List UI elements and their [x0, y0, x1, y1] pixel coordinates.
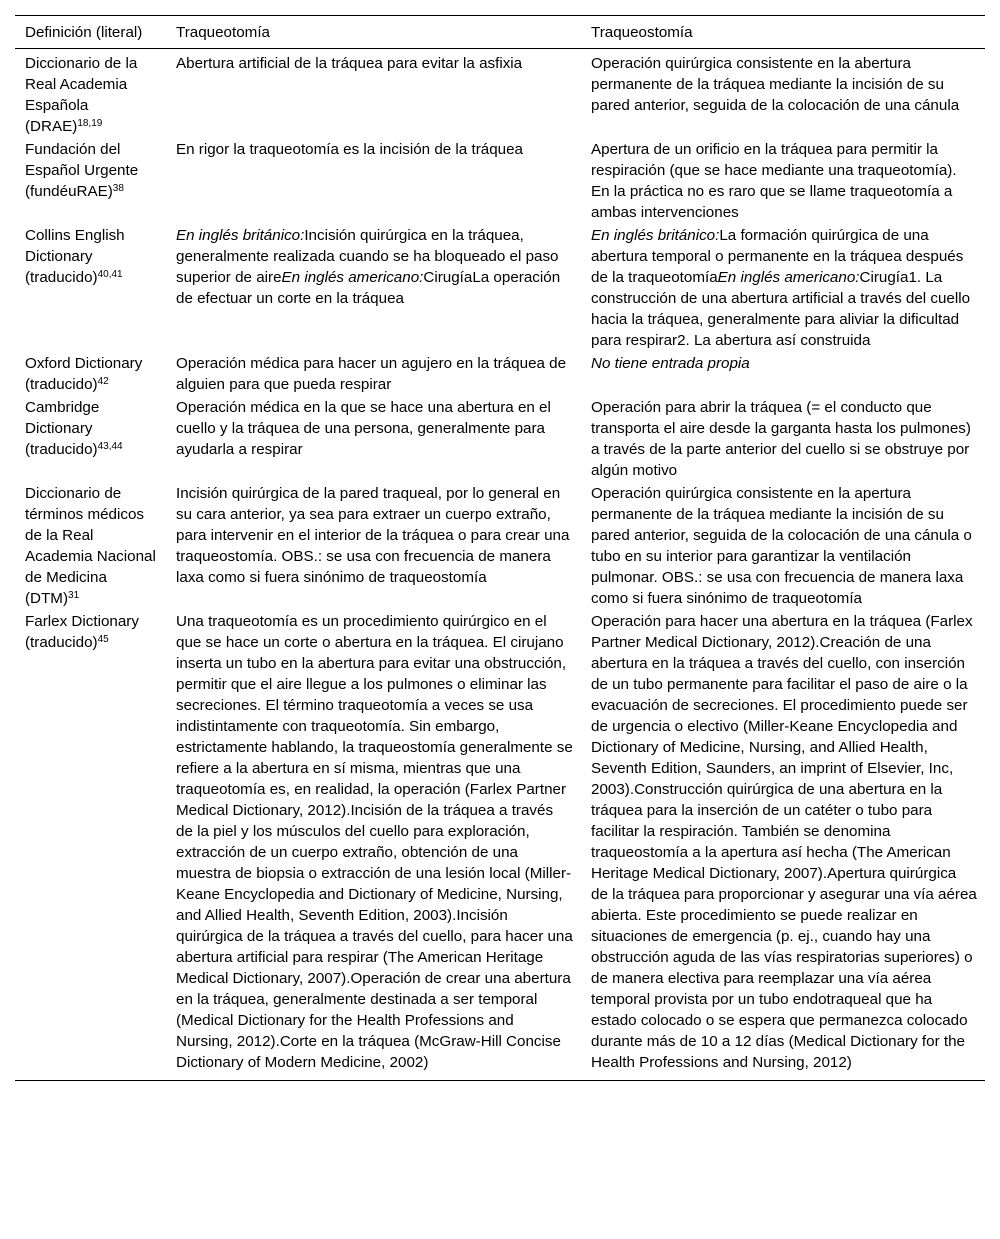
traqueostomia-definition-cell	[581, 49, 985, 139]
definition-text: Abertura artificial de la tráquea para evitar la asfixia	[176, 55, 523, 72]
traqueostomia-definition-cell	[581, 138, 985, 224]
reference-number: 43,44	[97, 441, 123, 452]
source-name: Collins English Dictionary (traducido)	[25, 227, 125, 286]
definition-text: Operación médica para hacer un agujero en la tráquea de alguien para que pueda respirar	[176, 355, 567, 393]
definition-label: En inglés americano:	[717, 269, 860, 286]
traqueotomia-definition-cell	[166, 396, 581, 482]
traqueostomia-definition-cell	[581, 610, 985, 1081]
definition-text: Operación para hacer una abertura en la tráquea (Farlex Partner Medical Dictionary, 2012).Creación de una abertura en la tráquea a través del cuello, con inserción de un tubo permanente para facilitar el paso de aire o la evacuación de secreciones. El procedimiento puede ser de urgencia o electivo (Miller-Keane Encyclopedia and Dictionary of Medicine, Nursing, and Allied Health, Seventh Edition, Saunders, an imprint of Elsevier, Inc, 2003).Construcción quirúrgica de una abertura en la tráquea para la inserción de un catéter o tubo para facilitar la respiración. También se denomina traqueostomía a la apertura así hecha (The American Heritage Medical Dictionary, 2007).Apertura quirúrgica de la tráquea para proporcionar y asegurar una vía aérea abierta. Este procedimiento se puede realizar en situaciones de emergencia (p. ej., cuando hay una obstrucción aguda de las vías respiratorias superiores) o de manera electiva para reemplazar una vía aérea temporal provista por un tubo endotraqueal que ha estado colocado o se espera que permanezca colocado durante más de 10 a 12 días (Medical Dictionary for the Health Professions and Nursing, 2012)	[591, 613, 977, 1071]
definition-label: En inglés británico:	[591, 227, 720, 244]
table-body	[15, 49, 985, 1081]
source-name: Diccionario de la Real Academia Española (DRAE)	[25, 55, 138, 135]
table-row	[15, 352, 985, 396]
reference-number: 42	[97, 376, 109, 387]
source-name: Cambridge Dictionary (traducido)	[25, 399, 100, 458]
source-cell	[15, 482, 166, 610]
traqueostomia-definition-cell	[581, 352, 985, 396]
source-cell	[15, 49, 166, 139]
definition-text: CirugíaLa operación de efectuar un corte en la tráquea	[176, 269, 561, 307]
table-row	[15, 224, 985, 352]
source-cell	[15, 610, 166, 1081]
definition-text: Incisión quirúrgica en la tráquea, generalmente realizada cuando se ha bloqueado el paso superior de aire	[176, 227, 559, 286]
traqueotomia-definition-cell	[166, 610, 581, 1081]
definition-text: Operación para abrir la tráquea (= el conducto que transporta el aire desde la garganta hasta los pulmones) a través de la parte anterior del cuello si se obstruye por algún motivo	[591, 399, 971, 479]
source-cell	[15, 224, 166, 352]
reference-number: 45	[97, 634, 109, 645]
definition-text: En rigor la traqueotomía es la incisión de la tráquea	[176, 141, 523, 158]
source-name: Oxford Dictionary (traducido)	[25, 355, 143, 393]
definition-text: Operación médica en la que se hace una abertura en el cuello y la tráquea de una persona, generalmente para ayudarla a respirar	[176, 399, 551, 458]
traqueotomia-definition-cell	[166, 224, 581, 352]
definition-text: Operación quirúrgica consistente en la abertura permanente de la tráquea mediante la incisión de su pared anterior, seguida de la colocación de una cánula	[591, 55, 960, 114]
source-name: Diccionario de términos médicos de la Real Academia Nacional de Medicina (DTM)	[25, 485, 156, 607]
reference-number: 38	[112, 183, 124, 194]
definition-text: Cirugía1. La construcción de una abertura artificial a través del cuello hacia la tráquea, generalmente para aliviar la dificultad para respirar2. La abertura así construida	[591, 269, 971, 349]
definition-label: En inglés británico:	[176, 227, 305, 244]
definition-text: La formación quirúrgica de una abertura temporal o permanente en la tráquea después de la traqueotomía	[591, 227, 964, 286]
reference-number: 18,19	[77, 118, 103, 129]
definition-label: En inglés americano:	[281, 269, 424, 286]
traqueostomia-definition-cell	[581, 396, 985, 482]
traqueotomia-definition-cell	[166, 352, 581, 396]
source-name: Farlex Dictionary (traducido)	[25, 613, 139, 651]
reference-number: 40,41	[97, 269, 123, 280]
source-cell	[15, 138, 166, 224]
definitions-table	[15, 15, 985, 1081]
header-row	[15, 16, 985, 49]
header-traqueotomia: Traqueotomía	[176, 24, 270, 41]
definition-text: Incisión quirúrgica de la pared traqueal, por lo general en su cara anterior, ya sea para extraer un cuerpo extraño, para intervenir en el interior de la tráquea o para crear una traqueostomía. OBS.: se usa con frecuencia de manera laxa como si fuera sinónimo de traqueostomía	[176, 485, 570, 586]
source-name: Fundación del Español Urgente (fundéuRAE)	[25, 141, 139, 200]
header-definition: Definición (literal)	[25, 24, 143, 41]
definition-label: No tiene entrada propia	[591, 355, 750, 372]
definition-text: Una traqueotomía es un procedimiento quirúrgico en el que se hace un corte o abertura en la tráquea. El cirujano inserta un tubo en la abertura para evitar una obstrucción, permitir que el aire llegue a los pulmones o eliminar las secreciones. El término traqueotomía a veces se usa indistintamente con traqueotomía. Sin embargo, estrictamente hablando, la traqueostomía generalmente se refiere a la abertura en sí misma, mientras que una traqueotomía es, en realidad, la operación (Farlex Partner Medical Dictionary, 2012).Incisión de la tráquea a través de la piel y los músculos del cuello para exploración, extracción de un cuerpo extraño, obtención de una muestra de biopsia o extracción de una lesión local (Miller-Keane Encyclopedia and Dictionary of Medicine, Nursing, and Allied Health, Seventh Edition, 2003).Incisión quirúrgica de la tráquea a través del cuello, para hacer una abertura artificial para respirar (The American Heritage Medical Dictionary, 2007).Operación de crear una abertura en la tráquea, generalmente destinada a ser temporal (Medical Dictionary for the Health Professions and Nursing, 2012).Corte en la tráquea (McGraw-Hill Concise Dictionary of Modern Medicine, 2002)	[176, 613, 573, 1071]
traqueostomia-definition-cell	[581, 482, 985, 610]
table-row	[15, 49, 985, 139]
definition-text: Apertura de un orificio en la tráquea para permitir la respiración (que se hace mediante una traqueotomía). En la práctica no es raro que se llame traqueotomía a ambas intervenciones	[591, 141, 957, 221]
header-traqueostomia: Traqueostomía	[591, 24, 693, 41]
definition-text: Operación quirúrgica consistente en la apertura permanente de la tráquea mediante la incisión de su pared anterior, seguida de la colocación de una cánula o tubo en su interior para garantizar la ventilación pulmonar. OBS.: se usa con frecuencia de manera laxa como si fuera sinónimo de traqueotomía	[591, 485, 972, 607]
table-row	[15, 482, 985, 610]
traqueostomia-definition-cell	[581, 224, 985, 352]
reference-number: 31	[68, 590, 80, 601]
traqueotomia-definition-cell	[166, 49, 581, 139]
traqueotomia-definition-cell	[166, 138, 581, 224]
table-row	[15, 138, 985, 224]
table-row	[15, 396, 985, 482]
source-cell	[15, 352, 166, 396]
source-cell	[15, 396, 166, 482]
table-row	[15, 610, 985, 1081]
traqueotomia-definition-cell	[166, 482, 581, 610]
